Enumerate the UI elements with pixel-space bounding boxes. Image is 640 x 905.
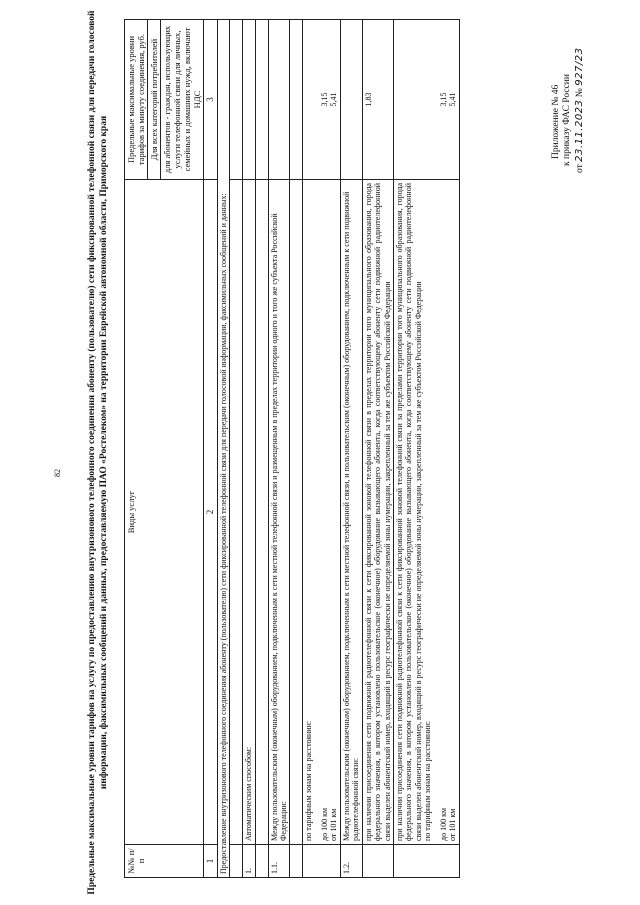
tariff-ranges-cell — [303, 180, 340, 845]
range-label-100: до 100 км — [438, 807, 448, 841]
column-number: 3 — [204, 20, 218, 180]
row-number: 1.1. — [268, 845, 290, 878]
appendix-date-line — [575, 48, 586, 173]
header-limits: Предельные максимальные уровни тарифов за минуту соединения, руб. — [125, 20, 148, 180]
appendix-date-handwritten: 23.11.2023 — [574, 99, 585, 162]
row-text: Между пользовательским (оконечным) оборудованием, подключенным к сети местной телефонной связи, и пользовательским (оконечным) оборудованием, подключенным к сети подвижной радиотелефонной связи: — [340, 180, 362, 845]
section-title: Предоставление внутризонового телефонного соединения абоненту (пользователю) сети фиксированной телефонной связи для передачи голосовой информации, факсимильных сообщений и данных: — [217, 20, 229, 878]
section-title-row — [217, 20, 229, 878]
table-row — [340, 20, 362, 878]
table-header-row — [125, 20, 148, 878]
table-row — [362, 20, 393, 878]
range-label-101: от 101 км — [448, 808, 458, 841]
appendix-number-prefix: № — [575, 88, 585, 98]
header-services: Виды услуг — [125, 180, 204, 845]
row-text: при наличии присоединения сети подвижной радиотелефонной связи к сети фиксированной зоновой телефонной связи в пределах территории того муниципального образования, города федерального значения, в котором установлено пользовательское (оконечное) оборудование вызывающего абонента, когда соответствующему абоненту сети подвижной радиотелефонной связи выделен абонентский номер, входящий в ресурс географически не определяемой зоны нумерации, закрепленный за тем же субъектом Российской Федерации — [362, 180, 393, 845]
row-number: 1. — [243, 845, 255, 878]
range-label-100: до 100 км — [319, 807, 329, 841]
table-row — [303, 20, 340, 878]
document-title-line2: информации, факсимильных сообщений и данных, предоставляемую ПАО «Ростелеком» на территории Еврейской автономной области, Приморского края — [99, 115, 109, 790]
column-number: 2 — [204, 180, 218, 845]
tariff-value-101: 5,41 — [329, 92, 339, 107]
header-num: №№ п/п — [125, 845, 204, 878]
appendix-line2: к приказу ФАС России — [562, 74, 572, 166]
tariff-zone-label: по тарифным зонам на расстоянии: — [304, 720, 314, 841]
header-all-categories: Для всех категорий потребителей — [148, 20, 161, 180]
tariff-values-cell — [303, 20, 340, 180]
appendix-number-handwritten: 927/23 — [574, 47, 585, 86]
row-text: Между пользовательским (оконечным) оборудованием, подключенным к сети местной телефонной связи и размещенным в пределах территории одного и того же субъекта Российской Федерации: — [268, 180, 290, 845]
table-row — [268, 20, 290, 878]
tariff-value: 1,83 — [362, 20, 393, 180]
table-row-blank — [255, 20, 268, 878]
tariff-values-cell — [393, 20, 459, 180]
range-label-101: от 101 км — [329, 808, 339, 841]
tariff-value-101: 5,41 — [448, 92, 458, 107]
tariff-table — [124, 19, 460, 878]
table-row — [243, 20, 255, 878]
table-row-blank — [230, 20, 243, 878]
tariff-zone-label: по тарифным зонам на расстоянии: — [423, 720, 433, 841]
tariff-value-100: 3,15 — [319, 92, 329, 107]
table-row-blank — [290, 20, 303, 878]
page-number: 82 — [53, 469, 62, 477]
appendix-date-prefix: от — [575, 164, 585, 173]
row-number: 1.2. — [340, 845, 362, 878]
tariff-value-100: 3,15 — [438, 92, 448, 107]
appendix-line1: Приложение № 46 — [551, 84, 561, 159]
column-number-row — [204, 20, 218, 878]
table-row — [393, 20, 459, 878]
row-12b-text: при наличии присоединения сети подвижной радиотелефонной связи к сети фиксированной зоновой телефонной связи за пределами территории того муниципального образования, города федерального значения, в котором установлено пользовательское (оконечное) оборудование вызывающего абонента, когда соответствующему абоненту сети подвижной радиотелефонной связи выделен абонентский номер, входящий в ресурс географически не определяемой зоны нумерации, закрепленный за тем же субъектом Российской Федерации — [394, 183, 423, 841]
column-number: 1 — [204, 845, 218, 878]
row-text: Автоматическим способом: — [243, 180, 255, 845]
row-text — [393, 180, 459, 845]
document-title-line1: Предельные максимальные уровни тарифов на услугу по предоставлению внутризонового телефонного соединения абоненту (пользователю) сети фиксированной телефонной связи для передачи голосовой — [87, 10, 97, 895]
header-citizens: для абонентов - граждан, использующих услуги телефонной связи для личных, семейных и домашних нужд, включают НДС — [161, 20, 204, 180]
